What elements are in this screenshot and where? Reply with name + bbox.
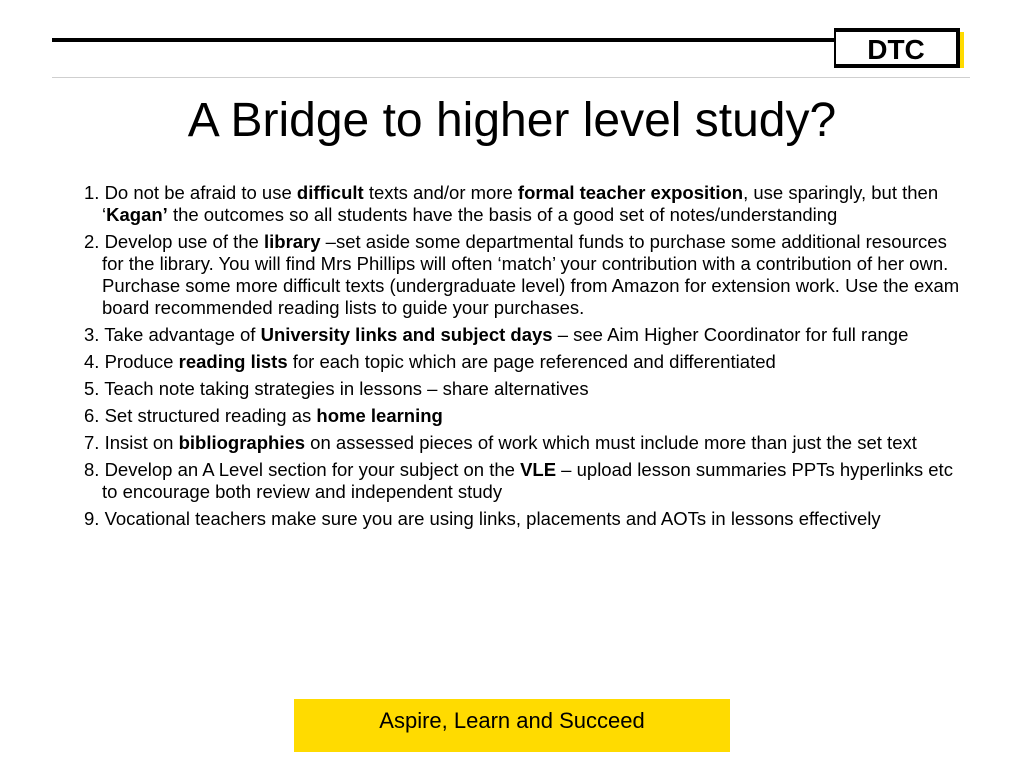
emphasis-text: bibliographies: [178, 432, 306, 453]
item-text: 3. Take advantage of: [84, 324, 261, 345]
item-text: –set aside some departmental funds to purchase some additional resources for the library. You will find Mrs Phillips will often ‘match’ your contribution with a contribution of her own. Purchase some more difficult texts (undergraduate level) from Amazon for extension work. Use the exam board recommended reading lists to guide your purchases.: [102, 231, 960, 318]
emphasis-text: University links and subject days: [260, 324, 553, 345]
list-item: [70, 508, 970, 530]
emphasis-text: formal teacher exposition: [517, 182, 744, 203]
item-text: 1. Do not be afraid to use: [84, 182, 297, 203]
emphasis-text: library: [263, 231, 321, 252]
list-item: [70, 432, 970, 454]
slide-content: [70, 182, 970, 535]
list-item: [70, 231, 970, 319]
item-text: 9. Vocational teachers make sure you are using links, placements and AOTs in lessons effectively: [84, 508, 881, 529]
emphasis-text: VLE: [520, 459, 557, 480]
list-item: [70, 324, 970, 346]
header-rule-grey: [52, 77, 970, 78]
emphasis-text: difficult: [296, 182, 364, 203]
item-text: the outcomes so all students have the basis of a good set of notes/understanding: [167, 204, 838, 225]
emphasis-text: Kagan’: [106, 204, 168, 225]
page-title: A Bridge to higher level study?: [187, 94, 837, 147]
list-item: [70, 351, 970, 373]
item-text: on assessed pieces of work which must include more than just the set text: [305, 432, 917, 453]
item-text: 4. Produce: [84, 351, 179, 372]
item-text: – upload lesson summaries PPTs hyperlinks etc to encourage both review and independent study: [102, 459, 953, 502]
header-rule: [52, 38, 834, 42]
emphasis-text: home learning: [316, 405, 443, 426]
item-text: 2. Develop use of the: [84, 231, 264, 252]
footer-banner: [294, 699, 730, 752]
emphasis-text: reading lists: [178, 351, 288, 372]
item-text: texts and/or more: [363, 182, 518, 203]
item-text: for each topic which are page referenced and differentiated: [287, 351, 776, 372]
item-text: 8. Develop an A Level section for your subject on the: [84, 459, 521, 480]
logo-text: DTC: [867, 34, 925, 65]
footer-text: Aspire, Learn and Succeed: [379, 708, 645, 733]
list-item: [70, 405, 970, 427]
list-item: [70, 459, 970, 503]
dtc-logo: [834, 28, 974, 72]
list-item: [70, 378, 970, 400]
item-text: , use sparingly, but then ‘: [102, 182, 939, 225]
item-text: 6. Set structured reading as: [84, 405, 317, 426]
list-item: [70, 182, 970, 226]
item-text: 7. Insist on: [84, 432, 179, 453]
item-text: – see Aim Higher Coordinator for full range: [552, 324, 909, 345]
item-text: 5. Teach note taking strategies in lessons – share alternatives: [84, 378, 589, 399]
